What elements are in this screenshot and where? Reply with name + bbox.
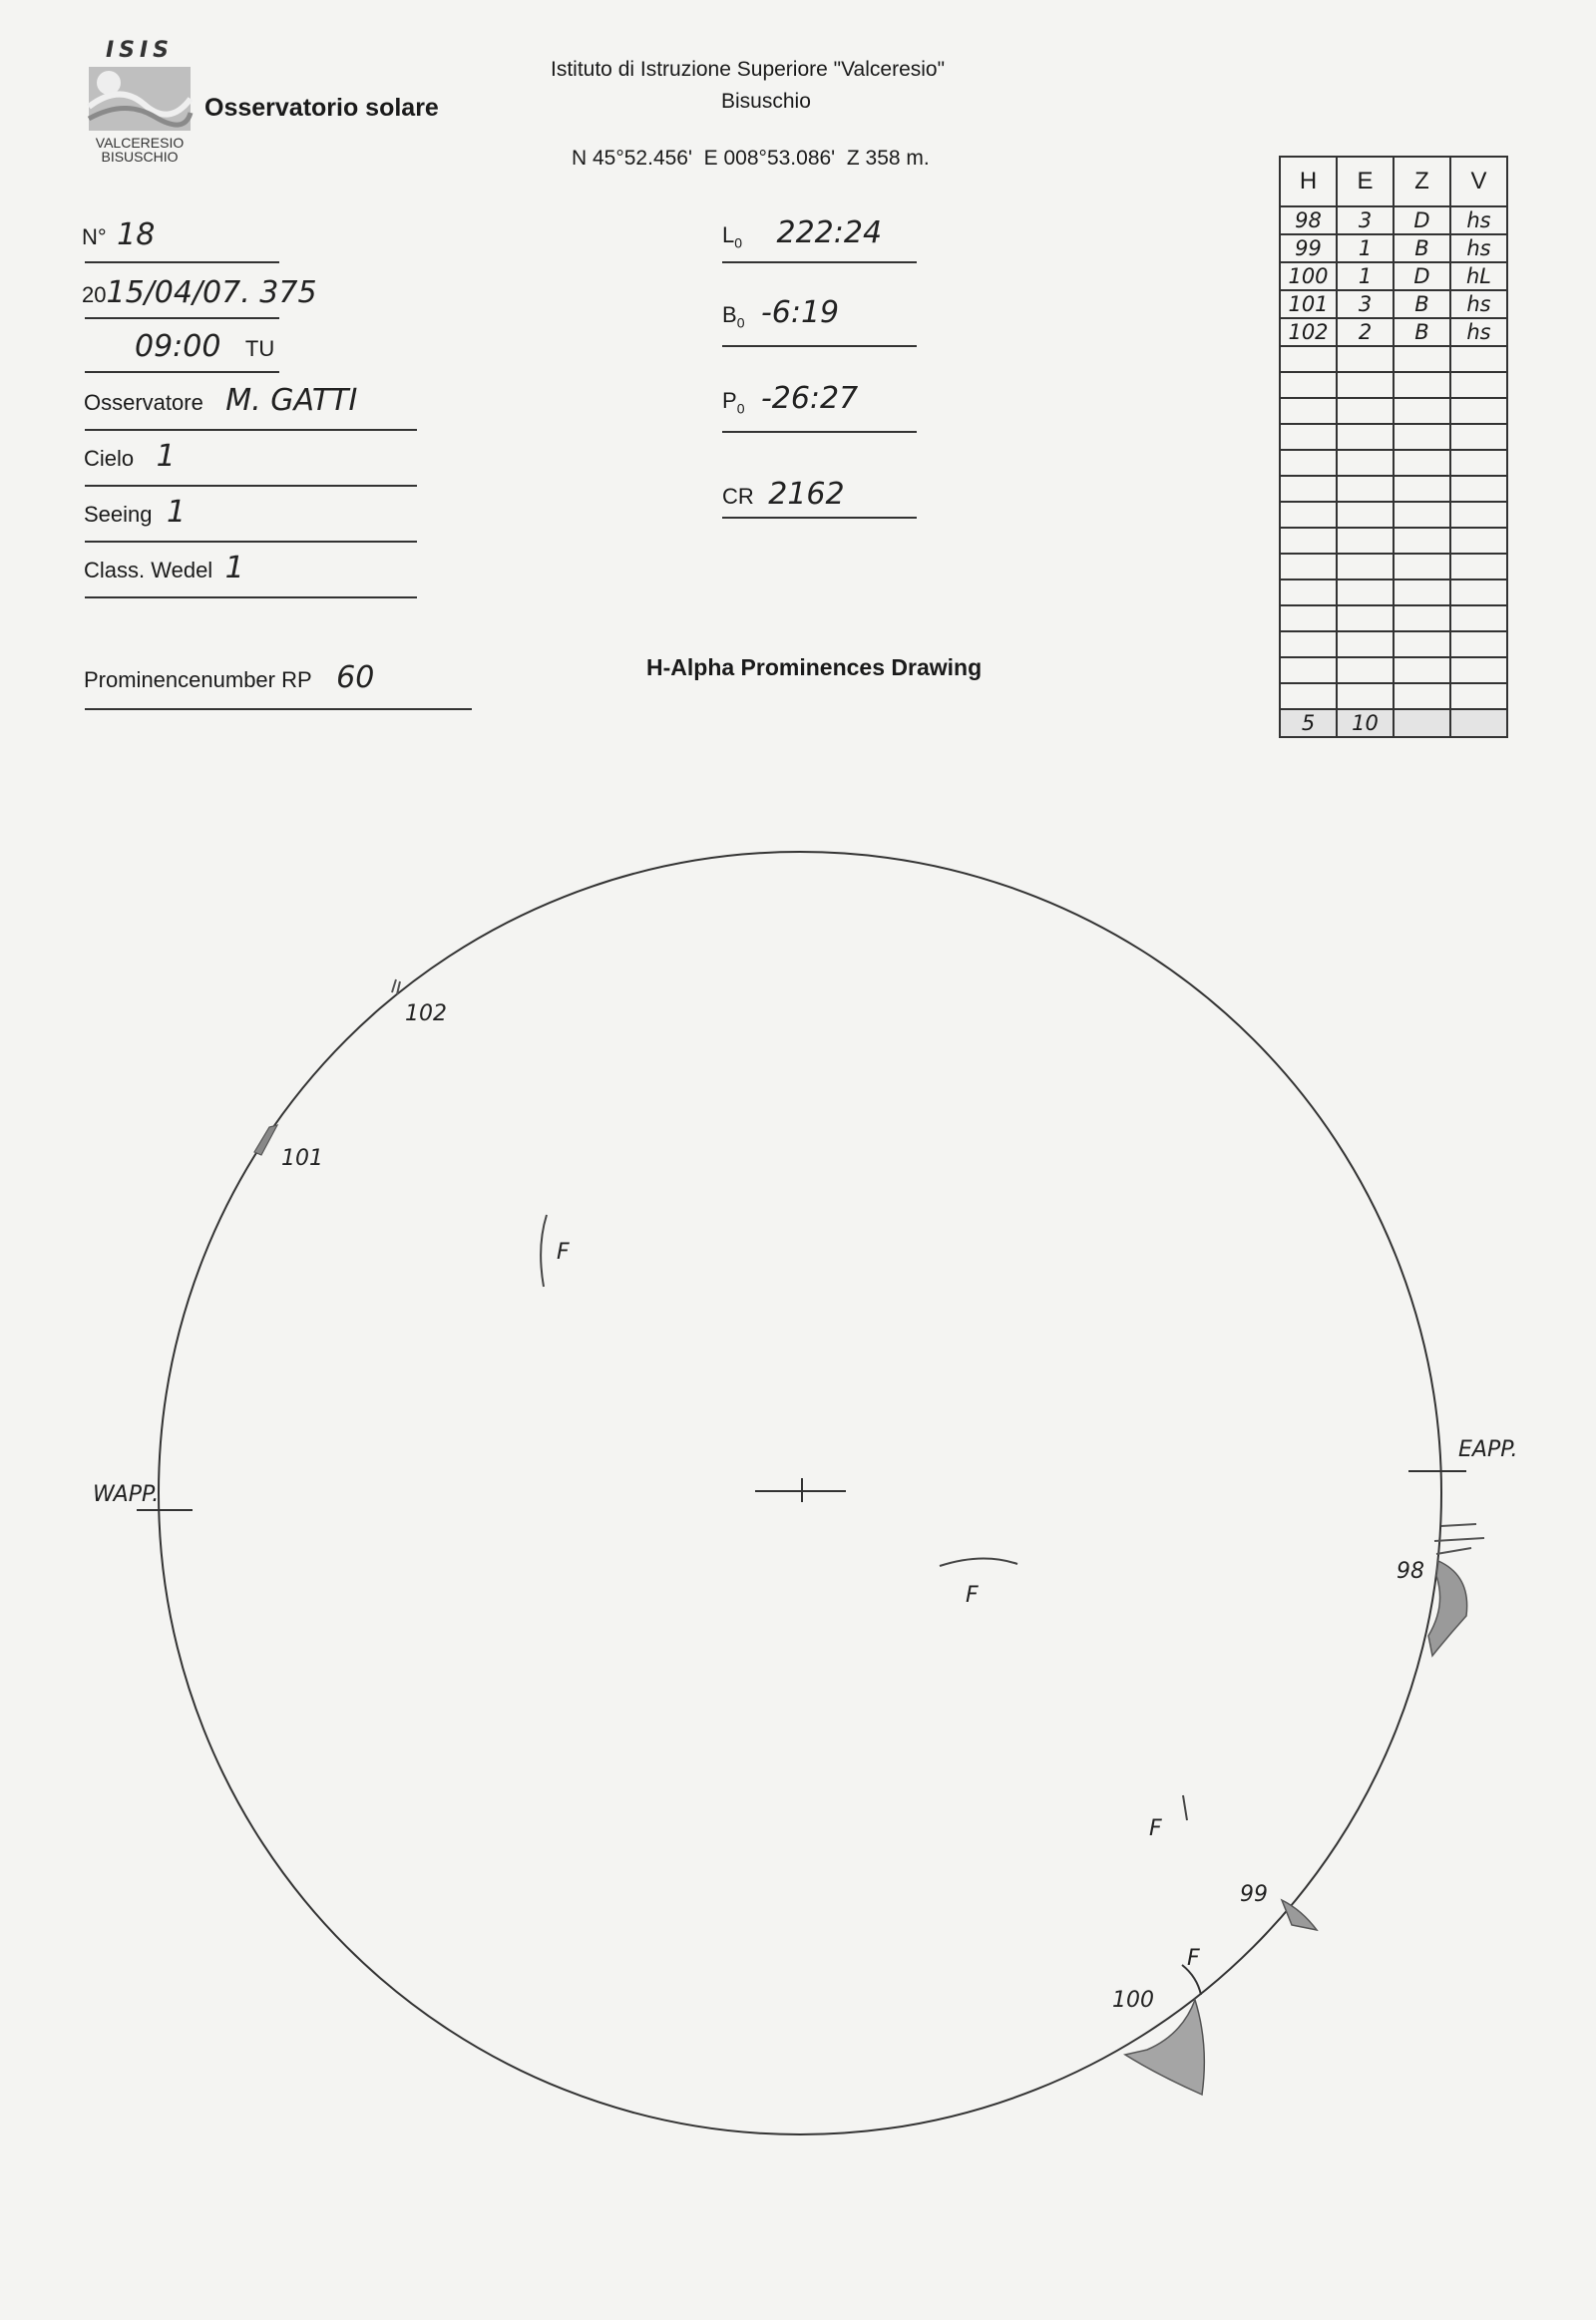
table-empty-cell (1280, 502, 1337, 528)
table-empty-row (1280, 424, 1507, 450)
west-label: WAPP. (93, 1482, 160, 1507)
table-empty-cell (1450, 398, 1507, 424)
table-empty-cell (1280, 450, 1337, 476)
table-empty-cell (1394, 450, 1450, 476)
logo-sub1: VALCERESIO (95, 135, 185, 151)
prominence-102 (392, 979, 447, 1026)
filament-3 (1149, 1795, 1187, 1841)
seeing-underline (85, 541, 417, 543)
table-empty-cell (1450, 554, 1507, 580)
prominence-100 (1112, 1965, 1204, 2095)
table-total-hatched (1450, 709, 1507, 737)
table-empty-row (1280, 398, 1507, 424)
b0-label: $B_0$ (722, 302, 745, 331)
table-cell: 3 (1337, 206, 1394, 234)
table-row (1280, 206, 1507, 234)
table-empty-cell (1280, 424, 1337, 450)
table-empty-row (1280, 683, 1507, 709)
site-coordinates: N 45°52.456' E 008°53.086' Z 358 m. (572, 147, 930, 170)
rp-underline (85, 708, 472, 710)
prominence-101 (254, 1125, 323, 1171)
observer-label: Osservatore (84, 390, 203, 415)
cr-value: 2162 (768, 477, 845, 512)
seeing-value: 1 (166, 495, 187, 530)
table-empty-cell (1394, 657, 1450, 683)
l0-value: 222:24 (776, 215, 883, 250)
observation-date (82, 275, 317, 310)
table-empty-cell (1280, 580, 1337, 605)
table-row (1280, 290, 1507, 318)
table-cell: 1 (1337, 262, 1394, 290)
table-empty-cell (1394, 528, 1450, 554)
filament-1 (541, 1215, 570, 1287)
table-empty-row (1280, 346, 1507, 372)
observation-time (135, 329, 274, 364)
table-empty-row (1280, 450, 1507, 476)
table-empty-cell (1280, 476, 1337, 502)
prominence-99-label: 99 (1240, 1882, 1268, 1907)
prominence-102-label: 102 (405, 1001, 447, 1026)
time-suffix: TU (244, 336, 275, 361)
table-total-cell: 5 (1280, 709, 1337, 737)
table-empty-cell (1280, 683, 1337, 709)
filament-2-label: F (966, 1583, 979, 1608)
prominence-101-label: 101 (281, 1146, 323, 1171)
cr-underline (722, 517, 917, 519)
table-empty-cell (1394, 424, 1450, 450)
logo-sub2: BISUSCHIO (101, 149, 179, 165)
date-value: 15/04/07. 375 (106, 275, 317, 310)
east-label: EAPP. (1458, 1437, 1518, 1462)
table-empty-cell (1337, 346, 1394, 372)
date-prefix: 20 (82, 282, 107, 307)
table-cell: D (1394, 262, 1450, 290)
l0-underline (722, 261, 917, 263)
table-empty-cell (1337, 398, 1394, 424)
filament-3-label: F (1149, 1816, 1162, 1841)
prominence-100-label: 100 (1112, 1988, 1154, 2013)
table-empty-cell (1450, 528, 1507, 554)
table-cell: B (1394, 318, 1450, 346)
cr-field (722, 477, 845, 512)
table-empty-cell (1450, 683, 1507, 709)
table-empty-cell (1394, 502, 1450, 528)
table-empty-cell (1450, 476, 1507, 502)
filament-2 (940, 1558, 1017, 1608)
drawing-title: H-Alpha Prominences Drawing (646, 654, 983, 680)
table-empty-row (1280, 502, 1507, 528)
table-cell: 3 (1337, 290, 1394, 318)
l0-label: $L_0$ (722, 222, 743, 251)
table-empty-cell (1337, 450, 1394, 476)
table-empty-cell (1450, 450, 1507, 476)
record-number-value: 18 (117, 217, 156, 252)
table-empty-cell (1280, 605, 1337, 631)
table-empty-cell (1450, 346, 1507, 372)
table-empty-row (1280, 631, 1507, 657)
table-empty-cell (1337, 631, 1394, 657)
prominence-table (1279, 156, 1508, 738)
table-row (1280, 234, 1507, 262)
institute-logo (85, 38, 195, 178)
table-empty-cell (1394, 476, 1450, 502)
table-empty-row (1280, 528, 1507, 554)
table-empty-cell (1337, 605, 1394, 631)
institute-name: Istituto di Istruzione Superiore "Valceresio" (551, 58, 946, 81)
table-empty-cell (1394, 398, 1450, 424)
p0-value: -26:27 (760, 381, 859, 416)
table-cell: 1 (1337, 234, 1394, 262)
table-empty-cell (1337, 657, 1394, 683)
table-empty-cell (1280, 657, 1337, 683)
table-empty-cell (1337, 424, 1394, 450)
table-row (1280, 262, 1507, 290)
time-underline (85, 371, 279, 373)
table-cell: B (1394, 290, 1450, 318)
table-cell: 101 (1280, 290, 1337, 318)
table-total-hatched (1394, 709, 1450, 737)
b0-field (722, 295, 839, 330)
sky-value: 1 (156, 439, 176, 474)
table-cell: hL (1450, 262, 1507, 290)
time-value: 09:00 (135, 329, 221, 364)
table-empty-cell (1450, 580, 1507, 605)
b0-value: -6:19 (760, 295, 840, 330)
observer-underline (85, 429, 417, 431)
solar-disk-outline (159, 852, 1441, 2134)
table-empty-cell (1337, 683, 1394, 709)
table-cell: hs (1450, 290, 1507, 318)
table-total-cell: 10 (1337, 709, 1394, 737)
table-cell: 99 (1280, 234, 1337, 262)
table-empty-cell (1280, 631, 1337, 657)
institute-town: Bisuschio (721, 90, 811, 113)
table-empty-cell (1450, 372, 1507, 398)
seeing-label: Seeing (84, 502, 153, 527)
logo-emblem (85, 63, 195, 135)
table-empty-cell (1394, 554, 1450, 580)
table-cell: 98 (1280, 206, 1337, 234)
date-underline (85, 317, 279, 319)
seeing-field (84, 495, 186, 530)
table-empty-cell (1280, 554, 1337, 580)
table-empty-cell (1280, 398, 1337, 424)
p0-underline (722, 431, 917, 433)
table-row (1280, 318, 1507, 346)
p0-label: $P_0$ (722, 388, 745, 417)
wedel-value: 1 (224, 551, 244, 585)
table-empty-row (1280, 657, 1507, 683)
table-empty-cell (1450, 502, 1507, 528)
table-empty-cell (1337, 476, 1394, 502)
table-cell: hs (1450, 318, 1507, 346)
table-cell: hs (1450, 234, 1507, 262)
table-empty-cell (1337, 502, 1394, 528)
table-cell: D (1394, 206, 1450, 234)
rp-value: 60 (336, 660, 375, 695)
table-empty-row (1280, 605, 1507, 631)
solar-disk-drawing (0, 818, 1596, 2174)
rp-label: Prominencenumber RP (84, 667, 312, 692)
table-empty-cell (1337, 528, 1394, 554)
table-cell: B (1394, 234, 1450, 262)
table-empty-cell (1394, 372, 1450, 398)
table-empty-cell (1450, 605, 1507, 631)
table-empty-cell (1394, 346, 1450, 372)
table-empty-row (1280, 476, 1507, 502)
table-empty-cell (1450, 631, 1507, 657)
prominence-98-label: 98 (1396, 1559, 1424, 1584)
filament-4 (1187, 1946, 1200, 1971)
record-number-underline (85, 261, 279, 263)
wedel-field (84, 551, 244, 585)
observatory-title: Osservatorio solare (204, 94, 439, 122)
table-cell: 102 (1280, 318, 1337, 346)
sky-field (84, 439, 176, 474)
sky-underline (85, 485, 417, 487)
table-total-row (1280, 709, 1507, 737)
table-empty-cell (1280, 372, 1337, 398)
observer-field (84, 383, 357, 418)
table-empty-cell (1450, 657, 1507, 683)
prominence-98 (1396, 1524, 1484, 1656)
table-empty-cell (1337, 554, 1394, 580)
table-empty-cell (1280, 346, 1337, 372)
table-empty-cell (1394, 605, 1450, 631)
observer-value: M. GATTI (225, 383, 358, 418)
filament-4-label: F (1187, 1946, 1200, 1971)
p0-field (722, 381, 858, 416)
logo-mark: ISIS (105, 38, 175, 63)
cr-label: CR (722, 484, 754, 509)
table-empty-cell (1394, 580, 1450, 605)
record-number (82, 217, 155, 252)
table-header-h: H (1280, 157, 1337, 206)
table-header-v: V (1450, 157, 1507, 206)
sky-label: Cielo (84, 446, 135, 471)
record-number-label: N° (82, 224, 107, 249)
table-cell: 2 (1337, 318, 1394, 346)
l0-field (722, 215, 882, 250)
table-empty-row (1280, 554, 1507, 580)
table-header-z: Z (1394, 157, 1450, 206)
b0-underline (722, 345, 917, 347)
rp-field (84, 660, 374, 695)
table-header-row (1280, 157, 1507, 206)
wedel-label: Class. Wedel (84, 558, 213, 582)
wedel-underline (85, 596, 417, 598)
table-empty-cell (1337, 372, 1394, 398)
table-empty-cell (1450, 424, 1507, 450)
table-empty-cell (1337, 580, 1394, 605)
table-empty-cell (1280, 528, 1337, 554)
table-cell: 100 (1280, 262, 1337, 290)
table-cell: hs (1450, 206, 1507, 234)
table-empty-cell (1394, 683, 1450, 709)
filament-1-label: F (557, 1240, 570, 1265)
table-header-e: E (1337, 157, 1394, 206)
table-empty-row (1280, 372, 1507, 398)
table-empty-row (1280, 580, 1507, 605)
table-empty-cell (1394, 631, 1450, 657)
